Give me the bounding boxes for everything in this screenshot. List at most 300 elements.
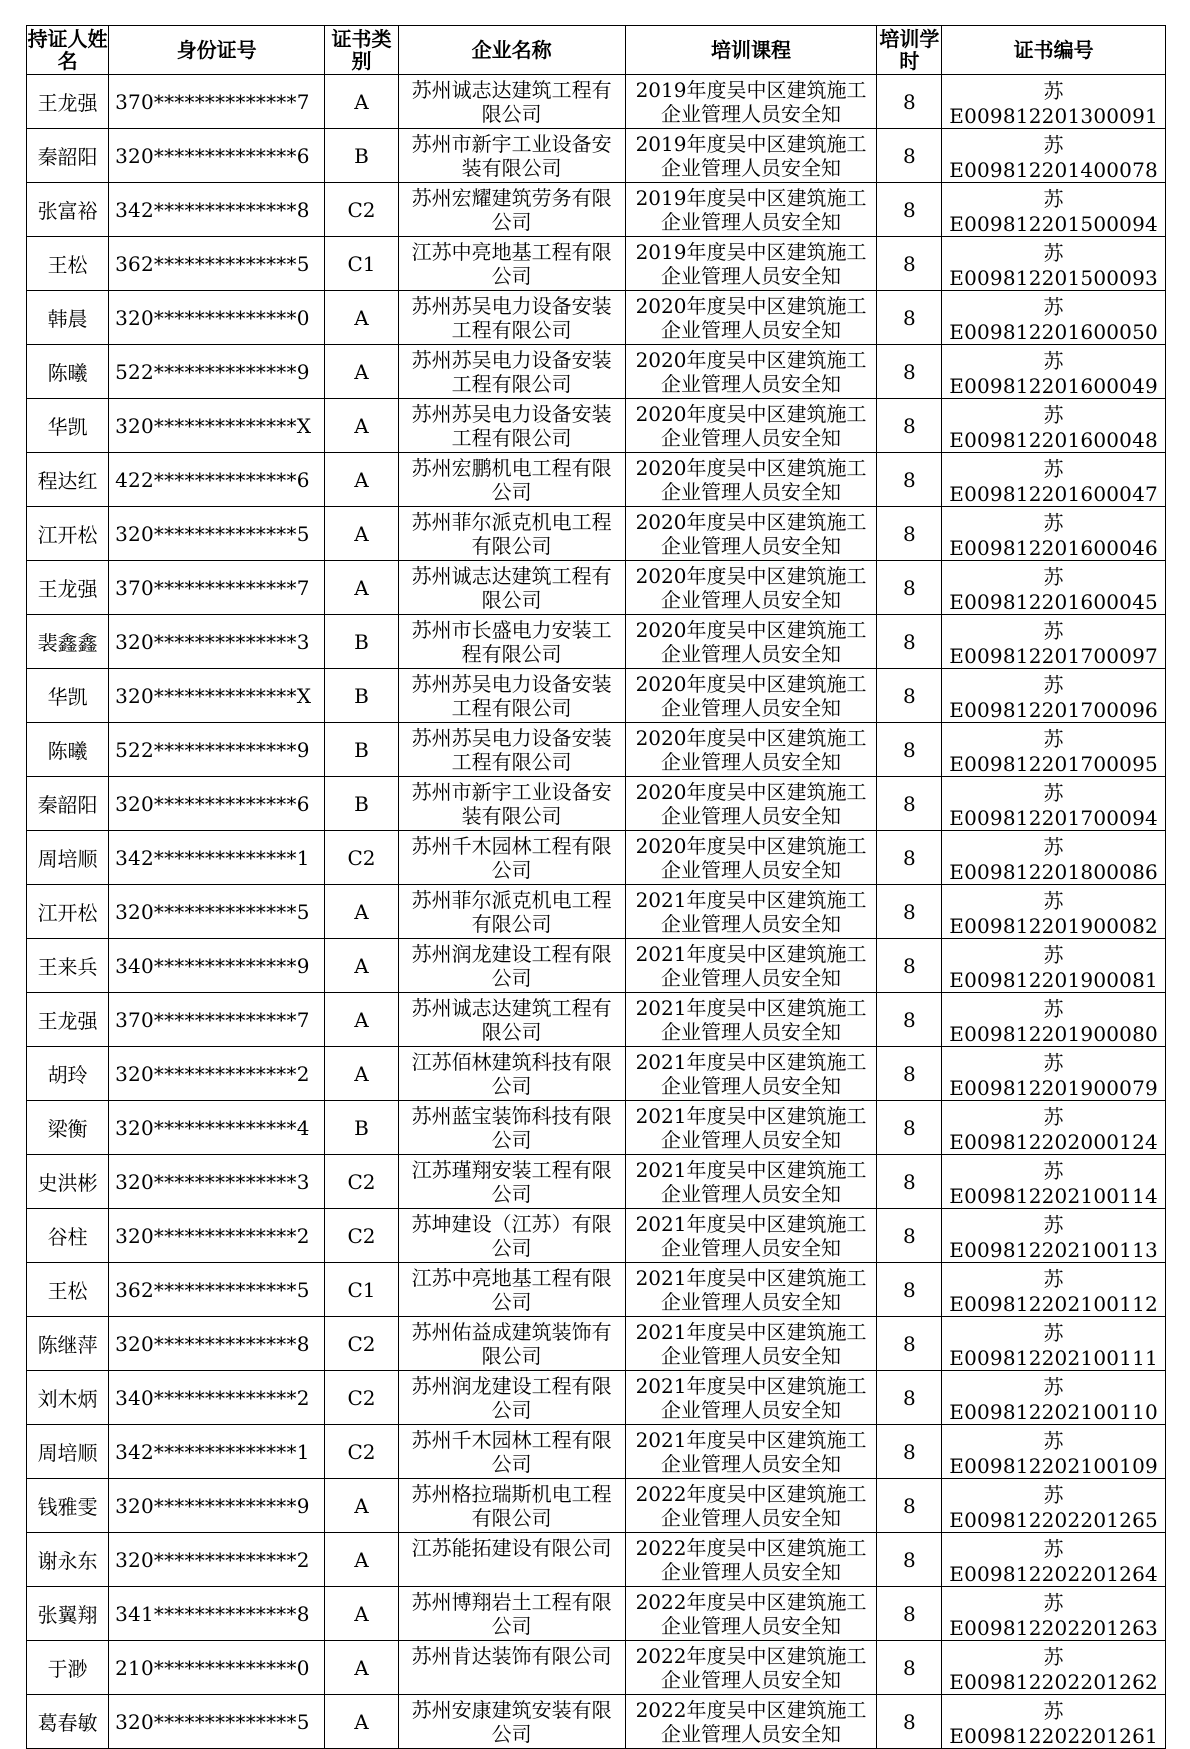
holder-name-cell: 王龙强 — [27, 993, 109, 1047]
course-cell — [625, 1479, 877, 1533]
cert-type-cell: C2 — [325, 183, 398, 237]
id-number-cell: 320**************X — [109, 399, 325, 453]
company-cell-text: 苏州肯达装饰有限公司 — [411, 1643, 612, 1668]
cert-type-cell: C2 — [325, 831, 398, 885]
cert-number-cell: 苏E009812202100114 — [942, 1155, 1166, 1209]
cert-number-cell: 苏E009812201900081 — [942, 939, 1166, 993]
id-number-cell: 342**************1 — [109, 1425, 325, 1479]
company-cell — [398, 669, 625, 723]
hours-cell: 8 — [877, 669, 942, 723]
course-cell — [625, 831, 877, 885]
company-cell — [398, 1479, 625, 1533]
cert-number-cell: 苏E009812202201265 — [942, 1479, 1166, 1533]
company-cell — [398, 1587, 625, 1641]
cert-type-cell: A — [325, 1641, 398, 1695]
cert-type-cell: B — [325, 129, 398, 183]
course-cell-text: 2021年度吴中区建筑施工企业管理人员安全知 — [635, 1265, 867, 1314]
company-cell-text: 苏州格拉瑞斯机电工程有限公司 — [411, 1481, 612, 1530]
course-cell — [625, 1317, 877, 1371]
id-number-cell: 341**************8 — [109, 1587, 325, 1641]
table-row — [27, 183, 1166, 237]
course-cell-text: 2020年度吴中区建筑施工企业管理人员安全知 — [635, 671, 867, 720]
hours-cell: 8 — [877, 453, 942, 507]
hours-cell: 8 — [877, 1101, 942, 1155]
holder-name-cell: 周培顺 — [27, 831, 109, 885]
cert-number-cell: 苏E009812202100112 — [942, 1263, 1166, 1317]
company-cell-text: 苏州千木园林工程有限公司 — [411, 1427, 612, 1476]
id-number-cell: 320**************3 — [109, 1155, 325, 1209]
course-cell-text: 2021年度吴中区建筑施工企业管理人员安全知 — [635, 1427, 867, 1476]
course-cell-text: 2020年度吴中区建筑施工企业管理人员安全知 — [635, 509, 867, 558]
id-number-cell: 320**************2 — [109, 1533, 325, 1587]
cert-type-cell: A — [325, 561, 398, 615]
company-cell — [398, 993, 625, 1047]
table-row — [27, 291, 1166, 345]
id-number-cell: 320**************5 — [109, 885, 325, 939]
table-row — [27, 1155, 1166, 1209]
holder-name-cell: 梁衡 — [27, 1101, 109, 1155]
company-cell-text: 苏州苏吴电力设备安装工程有限公司 — [411, 671, 612, 720]
course-cell — [625, 993, 877, 1047]
cert-type-cell: A — [325, 75, 398, 129]
table-row — [27, 1263, 1166, 1317]
cert-type-cell: B — [325, 723, 398, 777]
holder-name-cell: 陈曦 — [27, 723, 109, 777]
hours-cell: 8 — [877, 1209, 942, 1263]
id-number-cell: 340**************2 — [109, 1371, 325, 1425]
holder-name-cell: 王龙强 — [27, 75, 109, 129]
holder-name-cell: 张翼翔 — [27, 1587, 109, 1641]
id-number-cell: 320**************6 — [109, 129, 325, 183]
company-cell — [398, 1209, 625, 1263]
company-cell-text: 江苏能拓建设有限公司 — [411, 1535, 612, 1560]
holder-name-cell: 王龙强 — [27, 561, 109, 615]
company-cell-text: 苏州千木园林工程有限公司 — [411, 833, 612, 882]
company-cell-text: 苏州润龙建设工程有限公司 — [411, 1373, 612, 1422]
company-cell — [398, 237, 625, 291]
table-row — [27, 831, 1166, 885]
cert-type-cell: A — [325, 1533, 398, 1587]
course-cell-text: 2019年度吴中区建筑施工企业管理人员安全知 — [635, 131, 867, 180]
id-number-cell: 320**************3 — [109, 615, 325, 669]
company-cell — [398, 1425, 625, 1479]
table-row — [27, 615, 1166, 669]
id-number-cell: 340**************9 — [109, 939, 325, 993]
course-cell-text: 2020年度吴中区建筑施工企业管理人员安全知 — [635, 779, 867, 828]
company-cell — [398, 615, 625, 669]
course-cell — [625, 1371, 877, 1425]
cert-type-cell: A — [325, 507, 398, 561]
company-cell-text: 苏州蓝宝装饰科技有限公司 — [411, 1103, 612, 1152]
holder-name-cell: 史洪彬 — [27, 1155, 109, 1209]
course-cell — [625, 237, 877, 291]
table-row — [27, 1587, 1166, 1641]
cert-type-cell: C2 — [325, 1317, 398, 1371]
course-cell-text: 2021年度吴中区建筑施工企业管理人员安全知 — [635, 1319, 867, 1368]
table-row — [27, 993, 1166, 1047]
cert-type-cell: A — [325, 1587, 398, 1641]
course-cell-text: 2022年度吴中区建筑施工企业管理人员安全知 — [635, 1481, 867, 1530]
company-cell — [398, 1155, 625, 1209]
course-cell-text: 2021年度吴中区建筑施工企业管理人员安全知 — [635, 941, 867, 990]
course-cell — [625, 1641, 877, 1695]
hours-cell: 8 — [877, 399, 942, 453]
header-id-number: 身份证号 — [109, 26, 325, 75]
cert-type-cell: B — [325, 669, 398, 723]
course-cell-text: 2019年度吴中区建筑施工企业管理人员安全知 — [635, 77, 867, 126]
id-number-cell: 362**************5 — [109, 1263, 325, 1317]
table-row — [27, 939, 1166, 993]
cert-type-cell: B — [325, 777, 398, 831]
company-cell-text: 江苏瑾翔安装工程有限公司 — [411, 1157, 612, 1206]
course-cell — [625, 885, 877, 939]
course-cell-text: 2021年度吴中区建筑施工企业管理人员安全知 — [635, 1103, 867, 1152]
table-row — [27, 1101, 1166, 1155]
company-cell — [398, 1263, 625, 1317]
holder-name-cell: 谷柱 — [27, 1209, 109, 1263]
course-cell — [625, 183, 877, 237]
table-body — [27, 75, 1166, 1749]
course-cell — [625, 669, 877, 723]
cert-type-cell: A — [325, 939, 398, 993]
course-cell — [625, 561, 877, 615]
hours-cell: 8 — [877, 615, 942, 669]
cert-number-cell: 苏E009812201600045 — [942, 561, 1166, 615]
cert-type-cell: A — [325, 345, 398, 399]
table-row — [27, 399, 1166, 453]
header-holder-name: 持证人姓名 — [27, 27, 108, 73]
company-cell-text: 苏州苏吴电力设备安装工程有限公司 — [411, 725, 612, 774]
id-number-cell: 320**************2 — [109, 1047, 325, 1101]
company-cell-text: 苏州宏鹏机电工程有限公司 — [411, 455, 612, 504]
cert-type-cell: A — [325, 1047, 398, 1101]
header-company: 企业名称 — [398, 26, 625, 75]
table-header — [27, 26, 1166, 75]
table-row — [27, 723, 1166, 777]
cert-number-cell: 苏E009812202100109 — [942, 1425, 1166, 1479]
course-cell-text: 2020年度吴中区建筑施工企业管理人员安全知 — [635, 401, 867, 450]
id-number-cell: 370**************7 — [109, 75, 325, 129]
course-cell-text: 2019年度吴中区建筑施工企业管理人员安全知 — [635, 239, 867, 288]
course-cell-text: 2021年度吴中区建筑施工企业管理人员安全知 — [635, 887, 867, 936]
company-cell-text: 苏州市新宇工业设备安装有限公司 — [411, 131, 612, 180]
company-cell — [398, 1641, 625, 1695]
hours-cell: 8 — [877, 723, 942, 777]
id-number-cell: 320**************6 — [109, 777, 325, 831]
course-cell — [625, 345, 877, 399]
id-number-cell: 342**************1 — [109, 831, 325, 885]
company-cell-text: 苏州市新宇工业设备安装有限公司 — [411, 779, 612, 828]
hours-cell: 8 — [877, 129, 942, 183]
course-cell — [625, 1101, 877, 1155]
header-cert-number: 证书编号 — [942, 26, 1166, 75]
cert-type-cell: A — [325, 1479, 398, 1533]
id-number-cell: 522**************9 — [109, 723, 325, 777]
course-cell-text: 2019年度吴中区建筑施工企业管理人员安全知 — [635, 185, 867, 234]
holder-name-cell: 江开松 — [27, 885, 109, 939]
id-number-cell: 320**************8 — [109, 1317, 325, 1371]
cert-type-cell: B — [325, 1101, 398, 1155]
hours-cell: 8 — [877, 885, 942, 939]
cert-number-cell: 苏E009812202201261 — [942, 1695, 1166, 1749]
course-cell-text: 2021年度吴中区建筑施工企业管理人员安全知 — [635, 1157, 867, 1206]
course-cell — [625, 291, 877, 345]
course-cell — [625, 723, 877, 777]
table-row — [27, 1425, 1166, 1479]
holder-name-cell: 程达红 — [27, 453, 109, 507]
company-cell-text: 苏州苏吴电力设备安装工程有限公司 — [411, 293, 612, 342]
company-cell — [398, 1695, 625, 1749]
course-cell — [625, 1587, 877, 1641]
cert-number-cell: 苏E009812201900080 — [942, 993, 1166, 1047]
hours-cell: 8 — [877, 561, 942, 615]
hours-cell: 8 — [877, 1695, 942, 1749]
course-cell — [625, 507, 877, 561]
holder-name-cell: 裴鑫鑫 — [27, 615, 109, 669]
cert-number-cell: 苏E009812201700095 — [942, 723, 1166, 777]
holder-name-cell: 钱雅雯 — [27, 1479, 109, 1533]
table-row — [27, 75, 1166, 129]
company-cell-text: 江苏中亮地基工程有限公司 — [411, 1265, 612, 1314]
hours-cell: 8 — [877, 831, 942, 885]
table-row — [27, 1317, 1166, 1371]
course-cell — [625, 939, 877, 993]
cert-number-cell: 苏E009812202201263 — [942, 1587, 1166, 1641]
course-cell-text: 2022年度吴中区建筑施工企业管理人员安全知 — [635, 1589, 867, 1638]
holder-name-cell: 华凯 — [27, 669, 109, 723]
holder-name-cell: 王松 — [27, 237, 109, 291]
hours-cell: 8 — [877, 1263, 942, 1317]
hours-cell: 8 — [877, 183, 942, 237]
cert-type-cell: C2 — [325, 1425, 398, 1479]
company-cell-text: 苏州宏耀建筑劳务有限公司 — [411, 185, 612, 234]
hours-cell: 8 — [877, 1587, 942, 1641]
hours-cell: 8 — [877, 993, 942, 1047]
hours-cell: 8 — [877, 1641, 942, 1695]
certificate-table — [26, 25, 1166, 1749]
cert-type-cell: A — [325, 291, 398, 345]
company-cell-text: 苏州诚志达建筑工程有限公司 — [411, 77, 612, 126]
hours-cell: 8 — [877, 1047, 942, 1101]
id-number-cell: 320**************X — [109, 669, 325, 723]
header-course: 培训课程 — [625, 26, 877, 75]
hours-cell: 8 — [877, 507, 942, 561]
holder-name-cell: 陈曦 — [27, 345, 109, 399]
table-row — [27, 1209, 1166, 1263]
course-cell — [625, 399, 877, 453]
course-cell — [625, 1209, 877, 1263]
company-cell-text: 苏州市长盛电力安装工程有限公司 — [411, 617, 612, 666]
cert-number-cell: 苏E009812201500094 — [942, 183, 1166, 237]
hours-cell: 8 — [877, 291, 942, 345]
company-cell-text: 苏州博翔岩土工程有限公司 — [411, 1589, 612, 1638]
table-row — [27, 1641, 1166, 1695]
company-cell — [398, 183, 625, 237]
cert-type-cell: C1 — [325, 237, 398, 291]
hours-cell: 8 — [877, 1317, 942, 1371]
id-number-cell: 362**************5 — [109, 237, 325, 291]
company-cell — [398, 1371, 625, 1425]
company-cell — [398, 399, 625, 453]
company-cell — [398, 561, 625, 615]
id-number-cell: 320**************4 — [109, 1101, 325, 1155]
cert-type-cell: C1 — [325, 1263, 398, 1317]
company-cell — [398, 1317, 625, 1371]
company-cell — [398, 831, 625, 885]
company-cell-text: 江苏佰林建筑科技有限公司 — [411, 1049, 612, 1098]
holder-name-cell: 王来兵 — [27, 939, 109, 993]
course-cell — [625, 1695, 877, 1749]
course-cell-text: 2020年度吴中区建筑施工企业管理人员安全知 — [635, 563, 867, 612]
company-cell-text: 江苏中亮地基工程有限公司 — [411, 239, 612, 288]
company-cell — [398, 939, 625, 993]
cert-number-cell: 苏E009812201600046 — [942, 507, 1166, 561]
cert-type-cell: B — [325, 615, 398, 669]
id-number-cell: 320**************0 — [109, 291, 325, 345]
hours-cell: 8 — [877, 1425, 942, 1479]
course-cell-text: 2020年度吴中区建筑施工企业管理人员安全知 — [635, 725, 867, 774]
id-number-cell: 320**************9 — [109, 1479, 325, 1533]
company-cell — [398, 291, 625, 345]
course-cell — [625, 777, 877, 831]
cert-number-cell: 苏E009812202100110 — [942, 1371, 1166, 1425]
course-cell — [625, 615, 877, 669]
table-row — [27, 507, 1166, 561]
cert-number-cell: 苏E009812201600048 — [942, 399, 1166, 453]
company-cell-text: 苏州苏吴电力设备安装工程有限公司 — [411, 401, 612, 450]
cert-number-cell: 苏E009812201600047 — [942, 453, 1166, 507]
course-cell — [625, 1533, 877, 1587]
cert-number-cell: 苏E009812201900082 — [942, 885, 1166, 939]
cert-type-cell: C2 — [325, 1209, 398, 1263]
company-cell-text: 苏州诚志达建筑工程有限公司 — [411, 563, 612, 612]
cert-number-cell: 苏E009812202000124 — [942, 1101, 1166, 1155]
id-number-cell: 210**************0 — [109, 1641, 325, 1695]
cert-type-cell: C2 — [325, 1155, 398, 1209]
holder-name-cell: 华凯 — [27, 399, 109, 453]
company-cell — [398, 1101, 625, 1155]
course-cell-text: 2022年度吴中区建筑施工企业管理人员安全知 — [635, 1697, 867, 1746]
table-row — [27, 345, 1166, 399]
id-number-cell: 370**************7 — [109, 993, 325, 1047]
table-row — [27, 777, 1166, 831]
course-cell-text: 2021年度吴中区建筑施工企业管理人员安全知 — [635, 1211, 867, 1260]
company-cell-text: 苏州佑益成建筑装饰有限公司 — [411, 1319, 612, 1368]
cert-type-cell: A — [325, 993, 398, 1047]
course-cell — [625, 129, 877, 183]
hours-cell: 8 — [877, 1155, 942, 1209]
hours-cell: 8 — [877, 345, 942, 399]
company-cell — [398, 345, 625, 399]
cert-type-cell: A — [325, 885, 398, 939]
id-number-cell: 320**************5 — [109, 507, 325, 561]
holder-name-cell: 王松 — [27, 1263, 109, 1317]
id-number-cell: 320**************2 — [109, 1209, 325, 1263]
cert-number-cell: 苏E009812201600049 — [942, 345, 1166, 399]
holder-name-cell: 韩晨 — [27, 291, 109, 345]
course-cell — [625, 453, 877, 507]
holder-name-cell: 张富裕 — [27, 183, 109, 237]
hours-cell: 8 — [877, 1371, 942, 1425]
course-cell — [625, 1155, 877, 1209]
course-cell — [625, 1425, 877, 1479]
hours-cell: 8 — [877, 237, 942, 291]
course-cell-text: 2021年度吴中区建筑施工企业管理人员安全知 — [635, 1373, 867, 1422]
cert-number-cell: 苏E009812201700097 — [942, 615, 1166, 669]
cert-type-cell: A — [325, 1695, 398, 1749]
table-row — [27, 129, 1166, 183]
cert-number-cell: 苏E009812202100113 — [942, 1209, 1166, 1263]
company-cell — [398, 453, 625, 507]
cert-number-cell: 苏E009812201600050 — [942, 291, 1166, 345]
company-cell-text: 苏州诚志达建筑工程有限公司 — [411, 995, 612, 1044]
cert-type-cell: A — [325, 453, 398, 507]
cert-number-cell: 苏E009812201700096 — [942, 669, 1166, 723]
cert-type-cell: A — [325, 399, 398, 453]
id-number-cell: 370**************7 — [109, 561, 325, 615]
company-cell — [398, 885, 625, 939]
table-row — [27, 561, 1166, 615]
course-cell-text: 2021年度吴中区建筑施工企业管理人员安全知 — [635, 995, 867, 1044]
company-cell — [398, 507, 625, 561]
table-row — [27, 1533, 1166, 1587]
table-row — [27, 1047, 1166, 1101]
holder-name-cell: 葛春敏 — [27, 1695, 109, 1749]
holder-name-cell: 江开松 — [27, 507, 109, 561]
course-cell-text: 2021年度吴中区建筑施工企业管理人员安全知 — [635, 1049, 867, 1098]
course-cell-text: 2020年度吴中区建筑施工企业管理人员安全知 — [635, 347, 867, 396]
id-number-cell: 422**************6 — [109, 453, 325, 507]
table-row — [27, 1371, 1166, 1425]
cert-number-cell: 苏E009812201800086 — [942, 831, 1166, 885]
course-cell — [625, 75, 877, 129]
cert-number-cell: 苏E009812202100111 — [942, 1317, 1166, 1371]
course-cell — [625, 1047, 877, 1101]
table-row — [27, 1479, 1166, 1533]
course-cell — [625, 1263, 877, 1317]
company-cell — [398, 1047, 625, 1101]
cert-type-cell: C2 — [325, 1371, 398, 1425]
holder-name-cell: 谢永东 — [27, 1533, 109, 1587]
holder-name-cell: 陈继萍 — [27, 1317, 109, 1371]
course-cell-text: 2020年度吴中区建筑施工企业管理人员安全知 — [635, 617, 867, 666]
cert-number-cell: 苏E009812201700094 — [942, 777, 1166, 831]
id-number-cell: 342**************8 — [109, 183, 325, 237]
holder-name-cell: 秦韶阳 — [27, 777, 109, 831]
course-cell-text: 2020年度吴中区建筑施工企业管理人员安全知 — [635, 455, 867, 504]
hours-cell: 8 — [877, 939, 942, 993]
course-cell-text: 2020年度吴中区建筑施工企业管理人员安全知 — [635, 833, 867, 882]
company-cell-text: 苏州菲尔派克机电工程有限公司 — [411, 509, 612, 558]
company-cell — [398, 129, 625, 183]
table-row — [27, 669, 1166, 723]
cert-number-cell: 苏E009812201400078 — [942, 129, 1166, 183]
header-hours: 培训学时 — [877, 26, 942, 75]
company-cell — [398, 777, 625, 831]
id-number-cell: 522**************9 — [109, 345, 325, 399]
hours-cell: 8 — [877, 75, 942, 129]
hours-cell: 8 — [877, 1533, 942, 1587]
company-cell-text: 苏州安康建筑安装有限公司 — [411, 1697, 612, 1746]
cert-number-cell: 苏E009812201300091 — [942, 75, 1166, 129]
id-number-cell: 320**************5 — [109, 1695, 325, 1749]
course-cell-text: 2022年度吴中区建筑施工企业管理人员安全知 — [635, 1535, 867, 1584]
holder-name-cell: 周培顺 — [27, 1425, 109, 1479]
cert-number-cell: 苏E009812202201262 — [942, 1641, 1166, 1695]
header-cert-type: 证书类别 — [325, 26, 398, 75]
holder-name-cell: 于渺 — [27, 1641, 109, 1695]
company-cell-text: 苏州润龙建设工程有限公司 — [411, 941, 612, 990]
